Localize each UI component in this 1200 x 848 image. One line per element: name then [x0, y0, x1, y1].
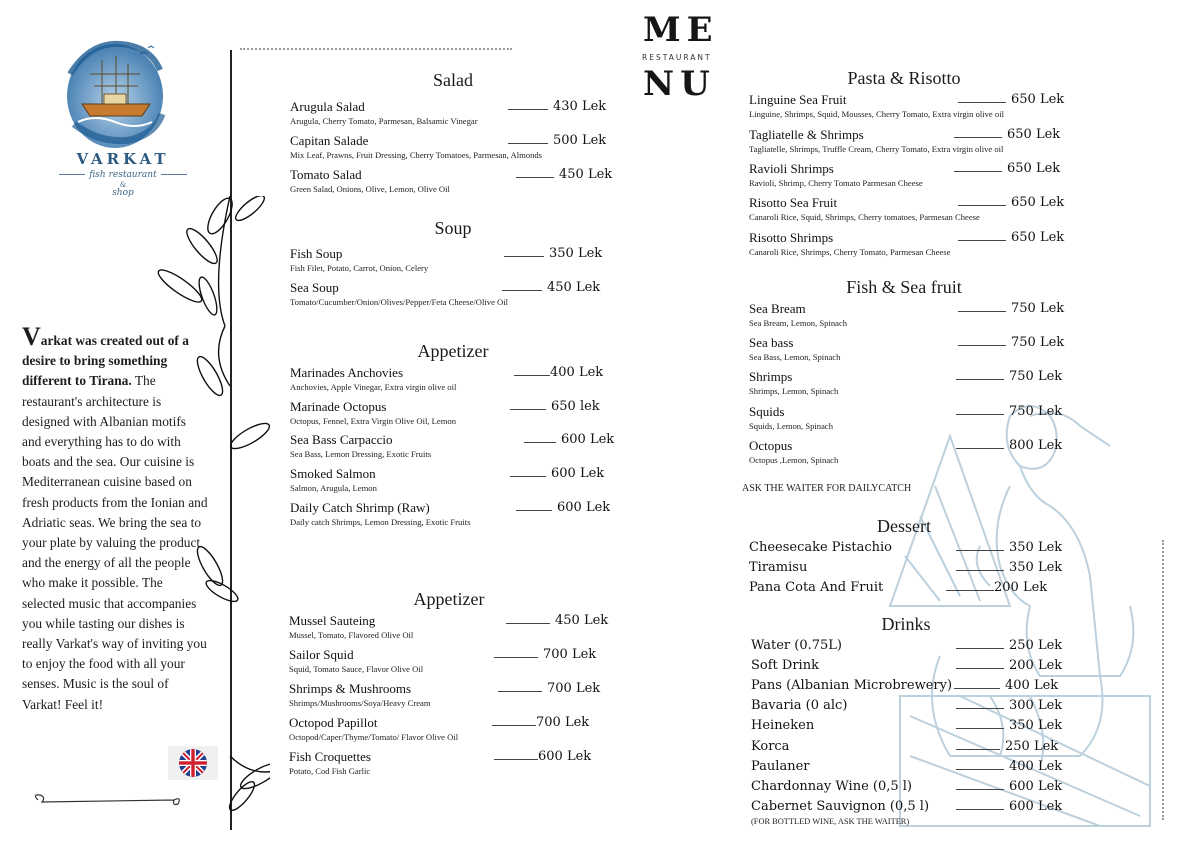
item-name: Squids — [749, 404, 785, 419]
top-dotted-divider — [240, 48, 512, 50]
item-name: Linguine Sea Fruit — [749, 92, 847, 107]
item-name: Risotto Shrimps — [749, 230, 834, 245]
item-price: 650 Lek — [958, 92, 1064, 107]
menu-title-nu: NU — [643, 64, 716, 104]
olive-branch-icon — [150, 196, 270, 826]
item-desc: Sea Bass, Lemon, Spinach — [749, 352, 841, 362]
item-name: Water (0.75L) — [751, 638, 842, 653]
item-name: Heineken — [751, 718, 815, 733]
menu-item — [290, 246, 428, 273]
item-price: 350 Lek — [956, 560, 1062, 575]
item-price: 700 Lek — [498, 681, 600, 696]
item-price: 450 Lek — [516, 167, 612, 182]
menu-item — [289, 749, 371, 776]
item-desc: Green Salad, Onions, Olive, Lemon, Olive Oil — [290, 184, 450, 194]
item-desc: Octopod/Caper/Thyme/Tomato/ Flavor Olive Oil — [289, 732, 459, 742]
menu-item — [290, 99, 478, 126]
item-desc: Anchovies, Apple Vinegar, Extra virgin olive oil — [290, 382, 457, 392]
item-name: Risotto Sea Fruit — [749, 195, 838, 210]
item-price: 350 Lek — [956, 540, 1062, 555]
brand-shop: shop — [112, 188, 134, 198]
item-price: 430 Lek — [508, 99, 606, 114]
brand-ampersand: & — [119, 181, 127, 189]
item-name: Sea Bass Carpaccio — [290, 432, 393, 447]
section-title-appetizer: Appetizer — [413, 589, 485, 609]
section-title-drinks: Drinks — [881, 614, 931, 634]
item-price: 650 Lek — [954, 161, 1060, 176]
item-price: 200 Lek — [956, 658, 1062, 673]
menu-item — [290, 167, 450, 194]
item-name: Octopus — [749, 438, 793, 453]
item-price: 650 lek — [510, 399, 600, 414]
item-name: Marinades Anchovies — [290, 365, 404, 380]
menu-item — [749, 404, 833, 431]
section-title-soup: Soup — [434, 218, 472, 238]
section-title-appetizer: Appetizer — [417, 341, 489, 361]
item-price: 800 Lek — [956, 438, 1062, 453]
item-price: 350 Lek — [956, 718, 1062, 733]
item-name: Soft Drink — [751, 658, 819, 673]
item-price: 600 Lek — [524, 432, 614, 447]
item-price: 600 Lek — [510, 466, 604, 481]
item-desc: Fish Filet, Potato, Carrot, Onion, Celery — [290, 263, 429, 273]
item-price: 650 Lek — [954, 127, 1060, 142]
item-desc: Shrimps/Mushrooms/Soya/Heavy Cream — [289, 698, 431, 708]
item-name: Shrimps — [749, 369, 793, 384]
item-name: Shrimps & Mushrooms — [289, 681, 412, 696]
item-price: 650 Lek — [958, 230, 1064, 245]
item-price: 750 Lek — [956, 404, 1062, 419]
item-desc: Shrimps, Lemon, Spinach — [749, 386, 839, 396]
item-name: Arugula Salad — [290, 99, 365, 114]
item-name: Marinade Octopus — [290, 399, 387, 414]
item-price: 500 Lek — [508, 133, 606, 148]
item-name: Cabernet Sauvignon (0,5 l) — [751, 799, 930, 814]
item-name: Tagliatelle & Shrimps — [749, 127, 864, 142]
item-price: 400 Lek — [514, 365, 603, 380]
item-name: Sailor Squid — [289, 647, 354, 662]
item-price: 250 Lek — [956, 739, 1058, 754]
intro-body: The restaurant's architecture is designed with Albanian motifs and everything has to do with boats and the sea. Our cuisine is Mediterranean cuisine based on fresh products from the Ionian and Adriatic seas. We bring the sea to your plate by valuing the product and the energy of all the people who make it possible. The selected music that accompanies you while tasting our dishes is really Varkat's way of inviting you to enjoy the food with all your senses. Music is the soul of Varkat! Feel it! — [22, 373, 208, 712]
item-price: 600 Lek — [494, 749, 591, 764]
item-name: Sea Soup — [290, 280, 339, 295]
menu-item — [289, 613, 413, 640]
menu-item — [290, 466, 377, 493]
item-name: Sea bass — [749, 335, 794, 350]
item-price: 450 Lek — [506, 613, 608, 628]
menu-item — [749, 195, 980, 222]
section-title-salad: Salad — [433, 70, 473, 90]
brand-subtitle: fish restaurant — [40, 170, 206, 180]
item-price: 750 Lek — [958, 335, 1064, 350]
item-price: 250 Lek — [956, 638, 1062, 653]
item-desc: Octopus ,Lemon, Spinach — [749, 455, 839, 465]
item-price: 700 Lek — [492, 715, 589, 730]
bottled-wine-note: (FOR BOTTLED WINE, ASK THE WAITER) — [751, 817, 910, 826]
item-price: 400 Lek — [956, 759, 1062, 774]
menu-item — [749, 161, 923, 188]
item-price: 600 Lek — [956, 779, 1062, 794]
intro-dropcap: V — [22, 322, 41, 351]
item-desc: Potato, Cod Fish Garlic — [289, 766, 371, 776]
menu-item — [749, 438, 838, 465]
menu-item — [290, 133, 542, 160]
section-title-pasta-risotto: Pasta & Risotto — [847, 68, 961, 88]
menu-title-restaurant: RESTAURANT — [642, 53, 712, 62]
item-name: Smoked Salmon — [290, 466, 376, 481]
menu-item — [289, 681, 431, 708]
item-name: Ravioli Shrimps — [749, 161, 834, 176]
item-name: Fish Soup — [290, 246, 343, 261]
item-name: Chardonnay Wine (0,5 l) — [751, 779, 913, 794]
item-desc: Linguine, Shrimps, Squid, Mousses, Cherry Tomato, Extra virgin olive oil — [749, 109, 1004, 119]
menu-item — [289, 715, 458, 742]
item-price: 200 Lek — [946, 580, 1047, 595]
item-name: Capitan Salade — [290, 133, 369, 148]
section-title-fish-sea-fruit: Fish & Sea fruit — [846, 277, 962, 297]
item-desc: Sea Bream, Lemon, Spinach — [749, 318, 848, 328]
item-price: 300 Lek — [956, 698, 1062, 713]
menu-item — [749, 301, 847, 328]
item-price: 400 Lek — [954, 678, 1058, 693]
item-price: 600 Lek — [516, 500, 610, 515]
item-name: Bavaria (0 alc) — [751, 698, 848, 713]
item-desc: Arugula, Cherry Tomato, Parmesan, Balsamic Vinegar — [290, 116, 478, 126]
item-name: Sea Bream — [749, 301, 806, 316]
item-name: Tomato Salad — [290, 167, 362, 182]
item-price: 700 Lek — [494, 647, 596, 662]
menu-item — [290, 365, 456, 392]
item-price: 600 Lek — [956, 799, 1062, 814]
item-name: Cheesecake Pistachio — [749, 540, 892, 555]
menu-title-me: ME — [643, 10, 719, 50]
item-desc: Mussel, Tomato, Flavored Olive Oil — [289, 630, 414, 640]
item-name: Octopod Papillot — [289, 715, 378, 730]
item-name: Daily Catch Shrimp (Raw) — [290, 500, 430, 515]
item-desc: Sea Bass, Lemon Dressing, Exotic Fruits — [290, 449, 432, 459]
menu-item — [289, 647, 423, 674]
item-desc: Octopus, Fennel, Extra Virgin Olive Oil, Lemon — [290, 416, 457, 426]
section-title-dessert: Dessert — [877, 516, 931, 536]
item-name: Korca — [751, 739, 790, 754]
daily-catch-note: ASK THE WAITER FOR DAILYCATCH — [742, 483, 912, 494]
menu-item — [749, 230, 950, 257]
item-price: 650 Lek — [958, 195, 1064, 210]
item-price: 750 Lek — [958, 301, 1064, 316]
item-price: 750 Lek — [956, 369, 1062, 384]
item-name: Mussel Sauteing — [289, 613, 376, 628]
item-desc: Canaroli Rice, Shrimps, Cherry Tomato, Parmesan Cheese — [749, 247, 951, 257]
item-price: 350 Lek — [504, 246, 602, 261]
item-name: Pana Cota And Fruit — [749, 580, 884, 595]
item-price: 450 Lek — [502, 280, 600, 295]
menu-item — [290, 280, 508, 307]
item-name: Paulaner — [751, 759, 810, 774]
item-desc: Mix Leaf, Prawns, Fruit Dressing, Cherry Tomatoes, Parmesan, Almonds — [290, 150, 543, 160]
menu-item — [749, 335, 840, 362]
varkat-logo-icon — [60, 34, 170, 154]
item-desc: Tomato/Cucumber/Onion/Olives/Pepper/Feta Cheese/Olive Oil — [290, 297, 509, 307]
menu-item — [290, 432, 431, 459]
item-desc: Daily catch Shrimps, Lemon Dressing, Exotic Fruits — [290, 517, 471, 527]
item-name: Tiramisu — [749, 560, 808, 575]
item-desc: Ravioli, Shrimp, Cherry Tomato Parmesan Cheese — [749, 178, 923, 188]
item-desc: Squid, Tomato Sauce, Flavor Olive Oil — [289, 664, 424, 674]
menu-item — [290, 399, 456, 426]
item-name: Pans (Albanian Microbrewery) — [751, 678, 953, 693]
item-desc: Squids, Lemon, Spinach — [749, 421, 834, 431]
item-desc: Canaroli Rice, Squid, Shrimps, Cherry tomatoes, Parmesan Cheese — [749, 212, 980, 222]
item-desc: Tagliatelle, Shrimps, Truffle Cream, Cherry Tomato, Extra virgin olive oil — [749, 144, 1004, 154]
item-name: Fish Croquettes — [289, 749, 371, 764]
brand-name: VARKAT — [76, 150, 170, 168]
menu-item — [749, 369, 838, 396]
menu-item — [290, 500, 470, 527]
intro-lead: Varkat was created out of a desire to bring something different to Tirana. — [22, 322, 189, 389]
item-desc: Salmon, Arugula, Lemon — [290, 483, 377, 493]
